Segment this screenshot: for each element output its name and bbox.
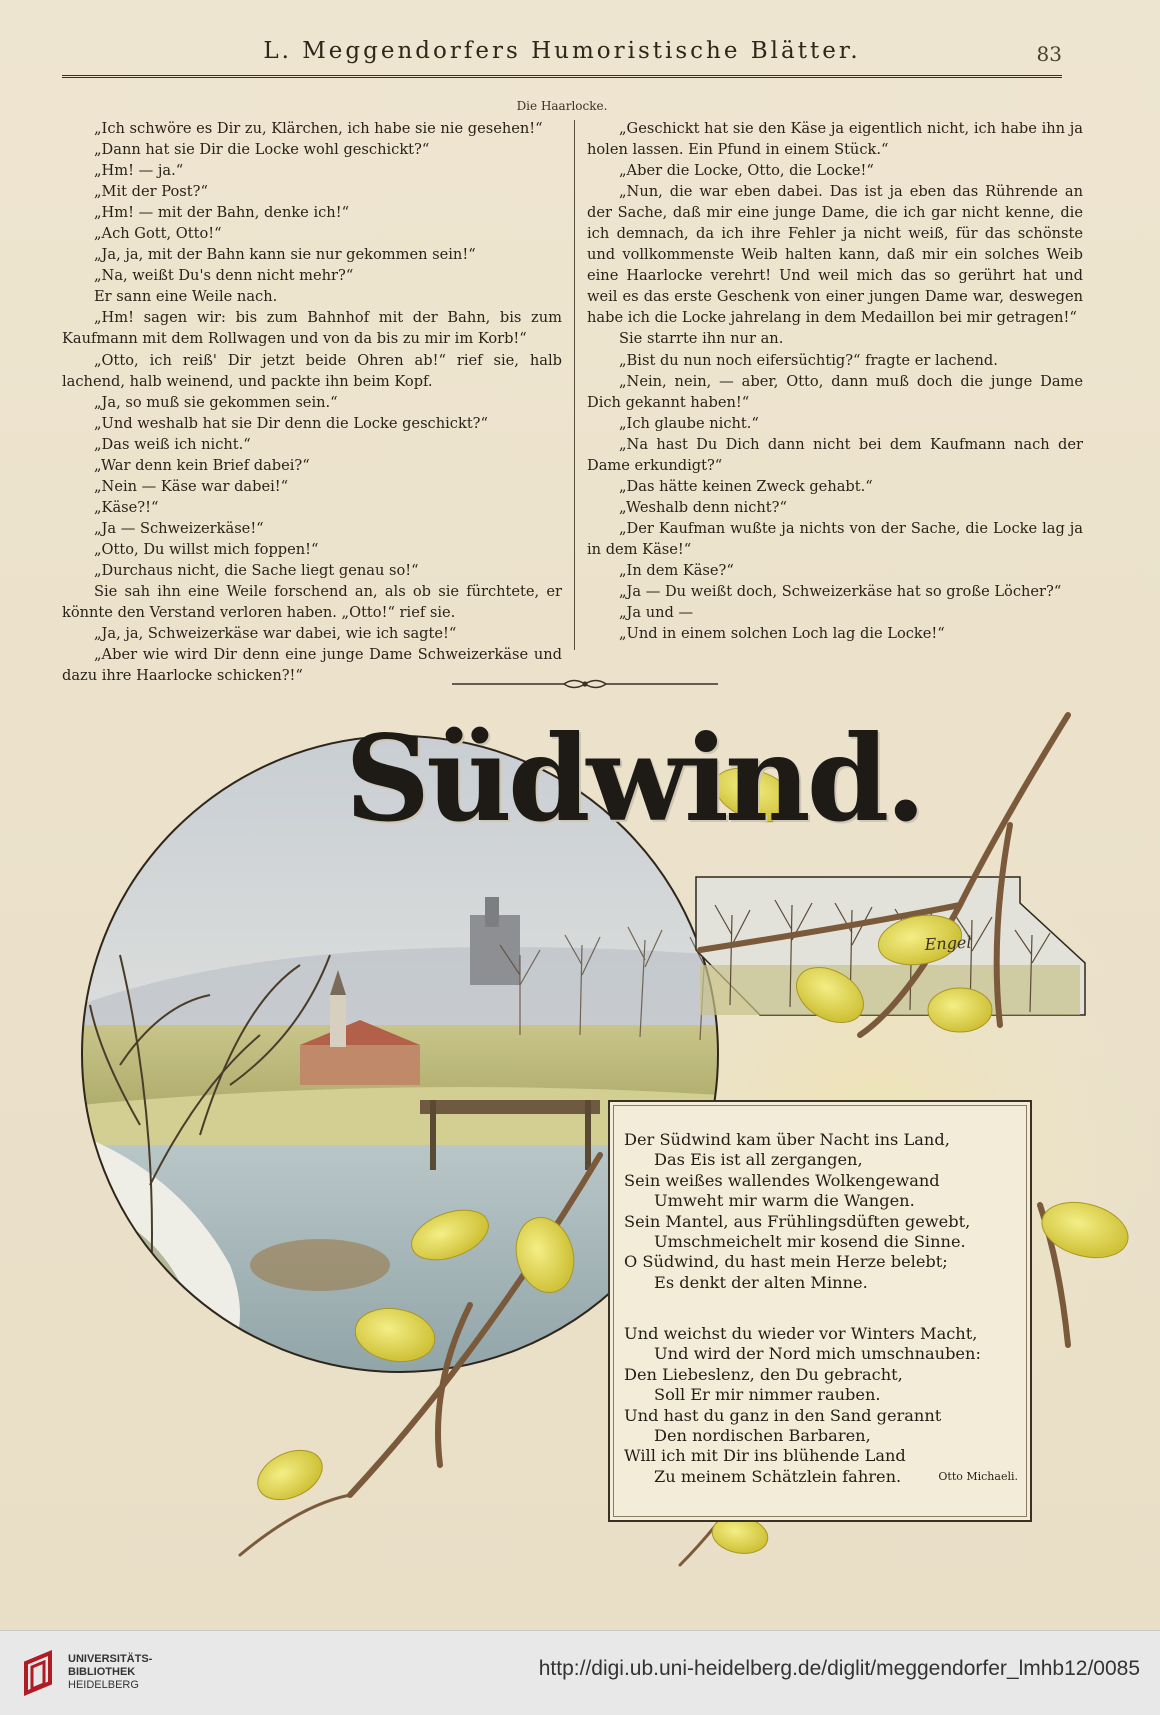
library-name-line: HEIDELBERG	[68, 1679, 139, 1691]
header-rule	[62, 75, 1062, 78]
paragraph: „Aber die Locke, Otto, die Locke!“	[619, 162, 874, 180]
paragraph: „Mit der Post?“	[94, 183, 208, 201]
poem-line: Sein weißes wallendes Wolkengewand	[624, 1170, 940, 1190]
paragraph: „Dann hat sie Dir die Locke wohl geschickt?“	[94, 141, 430, 159]
paragraph: „Hm! sagen wir: bis zum Bahnhof mit der Bahn, bis zum Kaufmann mit dem Rollwagen und von da bis zu mir im Korb!“	[62, 309, 562, 348]
poem-stanza-2	[624, 1324, 1024, 1487]
poem-line: Und weichst du wieder vor Winters Macht,	[624, 1324, 978, 1343]
paragraph: „Weshalb denn nicht?“	[619, 498, 787, 516]
page-header	[62, 34, 1062, 74]
paragraph: Er sann eine Weile nach.	[94, 288, 278, 306]
poem-author: Otto Michaeli.	[938, 1470, 1018, 1483]
poem-box	[608, 1100, 1032, 1522]
footer-bar	[0, 1630, 1160, 1715]
library-logo-icon	[20, 1649, 60, 1697]
poem-line: Zu meinem Schätzlein fahren.	[654, 1466, 902, 1486]
poem-line: Den nordischen Barbaren,	[654, 1426, 871, 1446]
paragraph: „Das weiß ich nicht.“	[94, 435, 251, 453]
poem-line: Umschmeichelt mir kosend die Sinne.	[654, 1232, 966, 1252]
library-name-line: BIBLIOTHEK	[68, 1666, 136, 1678]
paragraph: „Käse?!“	[94, 498, 159, 516]
paragraph: „Das hätte keinen Zweck gehabt.“	[619, 477, 873, 495]
paragraph: „Na hast Du Dich dann nicht bei dem Kaufmann nach der Dame erkundigt?“	[587, 435, 1083, 474]
column-divider	[574, 120, 575, 650]
paragraph: „Aber wie wird Dir denn eine junge Dame Schweizerkäse und dazu ihre Haarlocke schicken?!“	[62, 646, 562, 685]
paragraph: „Otto, ich reiß' Dir jetzt beide Ohren ab!“ rief sie, halb lachend, halb weinend, und packte ihn beim Kopf.	[62, 351, 562, 390]
poem-line: Den Liebeslenz, den Du gebracht,	[624, 1364, 903, 1384]
article-right-column	[587, 118, 1083, 644]
paragraph: „In dem Käse?“	[619, 561, 734, 579]
paragraph: „Bist du nun noch eifersüchtig?“ fragte er lachend.	[619, 351, 998, 369]
paragraph: „Ach Gott, Otto!“	[94, 225, 222, 243]
library-name-line: UNIVERSITÄTS-	[68, 1653, 153, 1665]
poem-title: Südwind.	[345, 709, 923, 848]
artist-signature: Engel	[924, 932, 972, 954]
article-left-column	[62, 118, 562, 686]
paragraph: „Ich schwöre es Dir zu, Klärchen, ich habe sie nie gesehen!“	[94, 120, 543, 137]
magazine-title: L. Meggendorfers Humoristische Blätter.	[263, 38, 861, 64]
paragraph: „Ja — Du weißt doch, Schweizerkäse hat so große Löcher?“	[619, 583, 1062, 601]
paragraph: „Nein, nein, — aber, Otto, dann muß doch die junge Dame Dich gekannt haben!“	[587, 372, 1083, 411]
paragraph: „Der Kaufman wußte ja nichts von der Sache, die Locke lag ja in dem Käse!“	[587, 519, 1083, 558]
paragraph: „Und in einem solchen Loch lag die Locke!“	[619, 625, 945, 643]
poem-line: Das Eis ist all zergangen,	[654, 1150, 863, 1170]
paragraph: „War denn kein Brief dabei?“	[94, 456, 310, 474]
paragraph: „Hm! — mit der Bahn, denke ich!“	[94, 204, 350, 222]
poem-line: Soll Er mir nimmer rauben.	[654, 1385, 881, 1405]
poem-line: Will ich mit Dir ins blühende Land	[624, 1446, 906, 1466]
library-name	[68, 1653, 152, 1692]
paragraph: Sie sah ihn eine Weile forschend an, als ob sie fürchtete, er könnte den Verstand verloren haben. „Otto!“ rief sie.	[62, 583, 562, 622]
article-title: Die Haarlocke.	[516, 99, 608, 113]
poem-line: Es denkt der alten Minne.	[654, 1272, 868, 1292]
paragraph: „Ja — Schweizerkäse!“	[94, 519, 264, 537]
poem-line: Sein Mantel, aus Frühlingsdüften gewebt,	[624, 1211, 971, 1231]
paragraph: „Und weshalb hat sie Dir denn die Locke geschickt?“	[94, 414, 488, 432]
poem-line: O Südwind, du hast mein Herze belebt;	[624, 1252, 948, 1272]
poem-line: Und hast du ganz in den Sand gerannt	[624, 1405, 942, 1425]
poem-line: Der Südwind kam über Nacht ins Land,	[624, 1130, 950, 1149]
source-url-link[interactable]: http://digi.ub.uni-heidelberg.de/diglit/meggendorfer_lmhb12/0085	[538, 1657, 1140, 1680]
paragraph: „Ja, ja, mit der Bahn kann sie nur gekommen sein!“	[94, 246, 476, 264]
paragraph: „Otto, Du willst mich foppen!“	[94, 540, 319, 558]
paragraph: „Ich glaube nicht.“	[619, 414, 759, 432]
paragraph: „Na, weißt Du's denn nicht mehr?“	[94, 267, 354, 285]
poem-stanza-1	[624, 1130, 1024, 1293]
paragraph: „Nun, die war eben dabei. Das ist ja eben das Rührende an der Sache, daß mir eine junge Dame, die ich gar nicht kenne, die ich demnach, da ich ihre Fehler ja nicht weiß, für das schönste und vollkommenste Weib halten kann, daß mir ein solches Weib eine Haarlocke verehrt! Und weil mich das so gerührt hat und weil es das erste Geschenk von einer jungen Dame war, deswegen habe ich die Locke jahrelang in dem Medaillon bei mir getragen!“	[587, 183, 1083, 327]
paragraph: „Ja, ja, Schweizerkäse war dabei, wie ich sagte!“	[94, 625, 457, 643]
page-number: 83	[1036, 42, 1062, 66]
paragraph: „Nein — Käse war dabei!“	[94, 477, 289, 495]
paragraph: Sie starrte ihn nur an.	[619, 330, 784, 348]
paragraph: „Durchaus nicht, die Sache liegt genau so!“	[94, 561, 419, 579]
paragraph: „Ja und —	[619, 604, 694, 622]
poem-line: Und wird der Nord mich umschnauben:	[654, 1344, 981, 1364]
poem-line: Umweht mir warm die Wangen.	[654, 1191, 915, 1211]
ornament-divider	[452, 676, 718, 692]
paragraph: „Ja, so muß sie gekommen sein.“	[94, 393, 338, 411]
paragraph: „Hm! — ja.“	[94, 162, 184, 180]
paragraph: „Geschickt hat sie den Käse ja eigentlich nicht, ich habe ihn ja holen lassen. Ein Pfund in einem Stück.“	[587, 120, 1083, 159]
